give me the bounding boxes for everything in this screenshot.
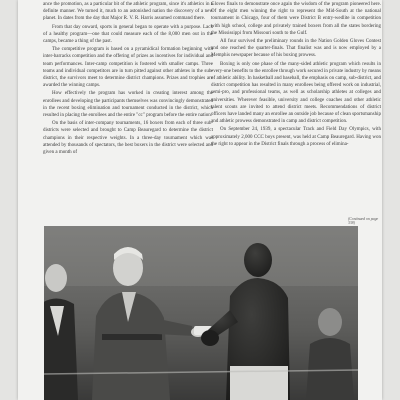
boxing-glove — [201, 330, 219, 346]
paragraph: Boxing is only one phase of the many-sided athletic program which results in every-one benefits to the enrollee through work secured in private industry by means of athletic ability. In basketball and baseball, the emphasis on camp, sub-district, and district competition has resulted in many enrollees being offered work on industrial, semi-pro, and professional teams, as well as scholarship athletes at colleges and universities. Wherever feasible, university and college coaches and other athletic talent scouts are invited to attend district meets. Recommendations of district officers have landed many an enrollee an outside job because of clean sportsmanship and athletic prowess demonstrated in camp and district competition. — [211, 61, 381, 125]
continued-note: (Continued on page 338) — [348, 217, 379, 225]
right-text-column — [211, 1, 381, 149]
left-text-column — [43, 1, 213, 157]
paragraph: All four survived the preliminary rounds in the Nation Golden Gloves Contest and one reached the quarter-finals. That finalist was and is now employed by a Memphis newspaper because of his boxing prowess. — [211, 39, 381, 59]
paragraph: ance the promotion, as a particular bit of the athletic program, since it's athletics in a definite manner. We turned it, much to an astonished nation the discovery of a new planet. In dates from the day that Major R. V. R. Harris assumed command there. — [43, 2, 213, 22]
paragraph: Gloves finals to demonstrate once again the wisdom of the program pioneered here. Of the eight men winning the right to represent the Mid-South at the national tournament in Chicago, four of them were District B entry-wedlite in competition with high school, college and privately trained boxers from all the states bordering the Mississippi from Missouri south to the Gulf. — [211, 2, 381, 36]
paragraph: The competitive program is based on a pyramidical formation beginning with inter-barracks competition and the offering of prizes as incentives for individual and team performances. Inter-camp competition is fostered with smaller camps. Three teams and individual competitors are in turn pitted against other athletes in the sub-district, the survivors meet to determine district champions. Prizes and trophies are awarded the winning camps. — [43, 47, 213, 89]
paragraph: How effectively the program has worked in creating interest among the enrollees and developing the participants themselves was convincingly demonstrated in the recent boxing elimination and tournament conducted in the district, which resulted in placing the enrollees and the entire "cc" program before the entire nation. — [43, 91, 213, 119]
paragraph: On September 24, 1939, a spectacular Track and Field Day Olympics, with approximately 2,000 CCC boys present, was held at Camp Beauregard. Having won the right to appear in the District finals through a process of elimina- — [211, 127, 381, 147]
paragraph: From that day onward, sports in general began to operate with a purpose. Lack of a healthy program—one that could measure each of the 8,000 men out in the camps, became a thing of the past. — [43, 24, 213, 45]
photo-illustration — [44, 226, 358, 400]
paragraph: On the basis of inter-company tournaments, 16 boxers from each of three sub-districts were selected and brought to Camp Beauregard to determine the district champions in their respective weights. In a three-day tournament which was attended by thousands of spectators, the best boxers in the district were selected and given a month of — [43, 121, 213, 156]
boxing-award-photo — [44, 226, 358, 400]
